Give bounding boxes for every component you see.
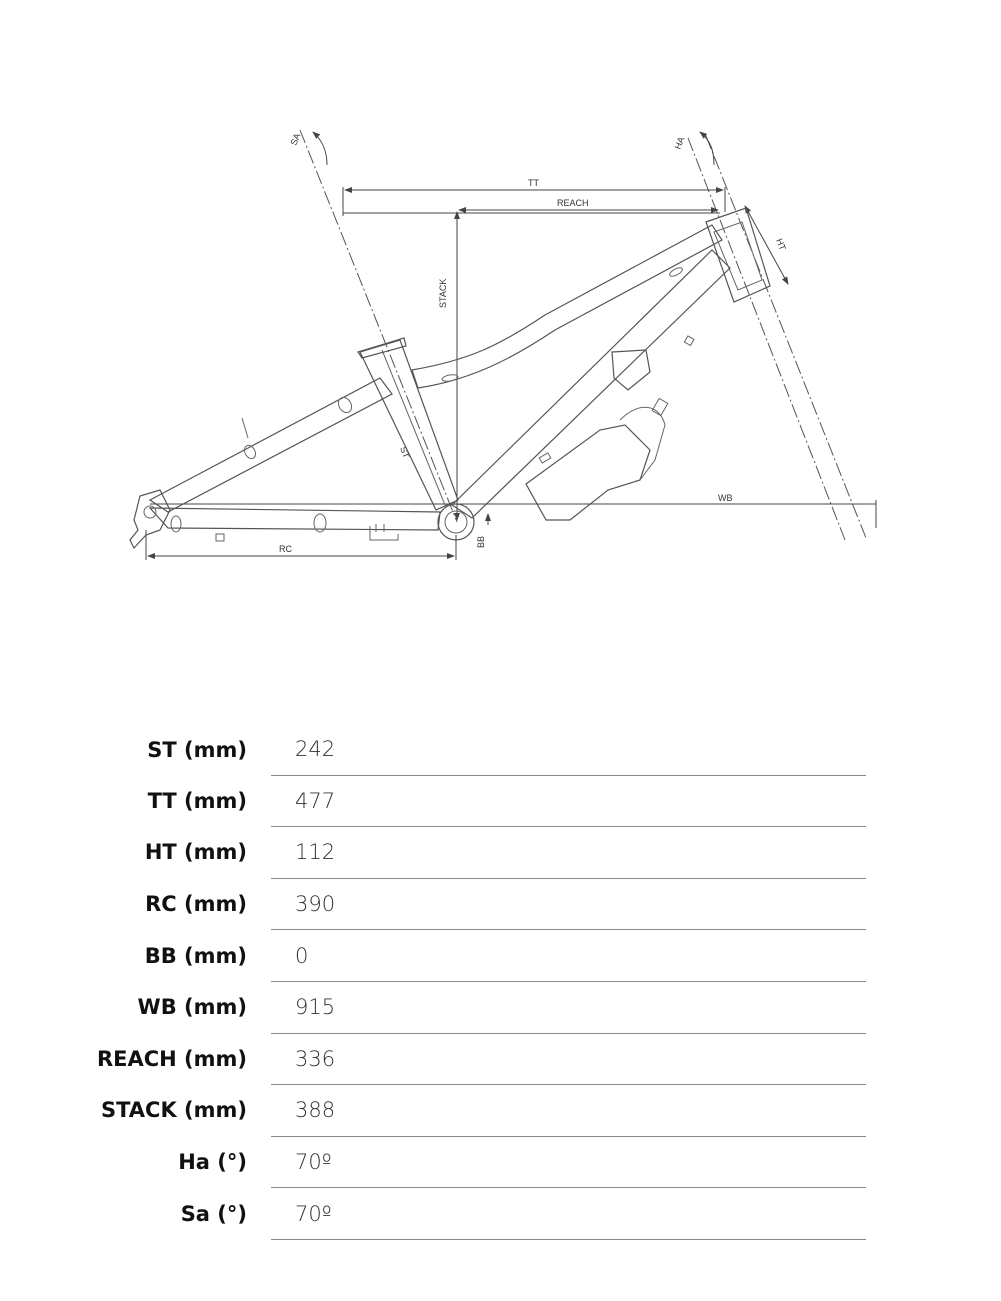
table-row <box>90 981 866 1033</box>
ht-dimension <box>745 206 788 284</box>
tt-label: TT <box>528 178 539 188</box>
row-label: HT (mm) <box>144 840 247 865</box>
ha-angle-indicator <box>673 132 714 165</box>
row-value: 112 <box>271 827 866 879</box>
row-value: 477 <box>271 775 866 827</box>
bike-frame <box>130 208 770 548</box>
row-label: WB (mm) <box>137 995 247 1020</box>
row-label: STACK (mm) <box>100 1098 247 1123</box>
table-row <box>90 1136 866 1188</box>
row-value: 242 <box>271 724 866 775</box>
table-row <box>90 878 866 930</box>
row-value: 70º <box>271 1188 866 1240</box>
table-row <box>90 1033 866 1085</box>
st-label: ST <box>398 445 412 460</box>
frame-geometry-diagram <box>0 0 1001 640</box>
table-row <box>90 930 866 982</box>
row-value: 915 <box>271 981 866 1033</box>
row-value: 336 <box>271 1033 866 1085</box>
rc-label: RC <box>279 544 292 554</box>
table-row <box>90 827 866 879</box>
sa-label: SA <box>288 131 303 147</box>
bb-dimension <box>476 514 488 548</box>
row-label: TT (mm) <box>147 788 247 813</box>
row-value: 70º <box>271 1136 866 1188</box>
row-value: 388 <box>271 1085 866 1137</box>
ht-label: HT <box>774 237 788 252</box>
rc-dimension <box>146 530 456 560</box>
wb-label: WB <box>718 493 733 503</box>
table-row <box>90 1188 866 1240</box>
stack-dimension <box>438 212 457 520</box>
reach-label: REACH <box>557 198 589 208</box>
wb-dimension <box>150 493 876 528</box>
stack-label: STACK <box>438 278 448 308</box>
sa-angle-indicator <box>289 132 327 165</box>
seat-angle-line <box>300 130 457 522</box>
reach-dimension <box>343 198 720 213</box>
geometry-table <box>90 724 866 1240</box>
row-label: REACH (mm) <box>96 1046 247 1071</box>
head-angle-line <box>688 136 866 540</box>
row-value: 0 <box>271 930 866 982</box>
table-row <box>90 1085 866 1137</box>
bb-label: BB <box>476 535 486 548</box>
row-label: ST (mm) <box>147 737 247 762</box>
row-label: Sa (°) <box>180 1201 247 1226</box>
st-dimension <box>398 445 412 460</box>
ha-label: HA <box>672 135 687 151</box>
row-value: 390 <box>271 878 866 930</box>
table-row <box>90 724 866 775</box>
row-label: BB (mm) <box>144 943 247 968</box>
table-row <box>90 775 866 827</box>
row-label: Ha (°) <box>178 1150 247 1175</box>
row-label: RC (mm) <box>145 892 247 917</box>
